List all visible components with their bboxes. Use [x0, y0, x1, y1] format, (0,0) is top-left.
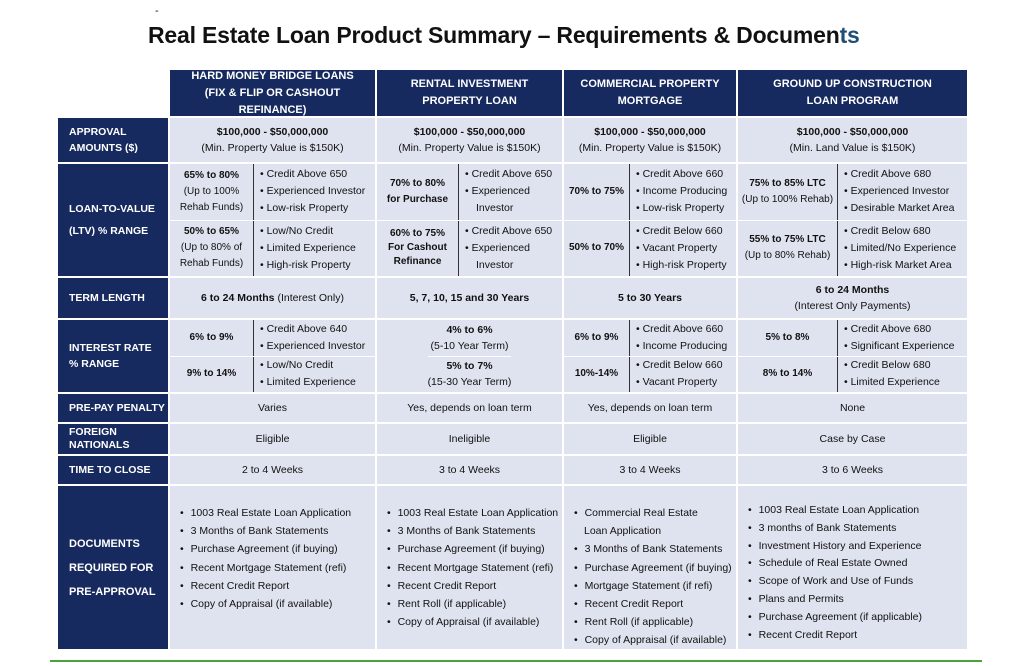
approval-construction: $100,000 - $50,000,000 (Min. Land Value is $150K) — [737, 117, 968, 163]
header-commercial: COMMERCIAL PROPERTY MORTGAGE — [563, 69, 737, 117]
interest-hard-money: 6% to 9% • Credit Above 640 • Experienced Investor 9% to 14% • Low/No Credit • Limited Experience — [169, 319, 376, 393]
interest-construction: 5% to 8% • Credit Above 680 • Significant Experience 8% to 14% • Credit Below 680 • Limited Experience — [737, 319, 968, 393]
close-construction: 3 to 6 Weeks — [737, 455, 968, 485]
title-main: Real Estate Loan Product Summary – Requirements & Documen — [148, 22, 840, 48]
prepay-hard-money: Varies — [169, 393, 376, 423]
doc-item: • Recent Credit Report — [572, 595, 683, 613]
label-documents: DOCUMENTS REQUIRED FOR PRE-APPROVAL — [57, 485, 169, 650]
approval-rental: $100,000 - $50,000,000 (Min. Property Value is $150K) — [376, 117, 563, 163]
label-close: TIME TO CLOSE — [57, 455, 169, 485]
doc-item: • Recent Mortgage Statement (refi) — [178, 559, 346, 577]
ltv-rental-bottom-b3: Investor — [476, 258, 514, 271]
title-tail: ts — [839, 22, 860, 48]
foreign-hard-money: Eligible — [169, 423, 376, 455]
term-construction: 6 to 24 Months (Interest Only Payments) — [737, 277, 968, 319]
term-rental: 5, 7, 10, 15 and 30 Years — [376, 277, 563, 319]
ltv-hard-money: 65% to 80% (Up to 100% Rehab Funds) • Credit Above 650 • Experienced Investor • Low-risk Property 50% to 65% (Up to 80% of Rehab Funds) • Low/No Credit • Limited Experience • High-risk Property — [169, 163, 376, 277]
loan-summary-table — [57, 69, 968, 650]
doc-item: • Copy of Appraisal (if available) — [178, 595, 332, 613]
ltv-commercial: 70% to 75% • Credit Above 660 • Income Producing • Low-risk Property 50% to 70% • Credit Below 660 • Vacant Property • High-risk Property — [563, 163, 737, 277]
doc-item: • Copy of Appraisal (if available) — [572, 631, 726, 649]
prepay-rental: Yes, depends on loan term — [376, 393, 563, 423]
doc-item: • Scope of Work and Use of Funds — [746, 573, 913, 591]
doc-item: • Purchase Agreement (if buying) — [572, 559, 732, 577]
doc-item: • 1003 Real Estate Loan Application — [385, 504, 558, 522]
prepay-commercial: Yes, depends on loan term — [563, 393, 737, 423]
doc-item: • Investment History and Experience — [746, 538, 921, 556]
docs-construction — [737, 485, 968, 650]
doc-item: • 1003 Real Estate Loan Application — [178, 504, 351, 522]
doc-item: • Rent Roll (if applicable) — [572, 613, 693, 631]
doc-item: • Commercial Real Estate — [572, 504, 698, 522]
label-term: TERM LENGTH — [57, 277, 169, 319]
foreign-construction: Case by Case — [737, 423, 968, 455]
interest-rental: 4% to 6% (5-10 Year Term) 5% to 7% (15-30 Year Term) — [376, 319, 563, 393]
doc-item: • Rent Roll (if applicable) — [385, 595, 506, 613]
doc-item: • Copy of Appraisal (if available) — [385, 613, 539, 631]
term-commercial: 5 to 30 Years — [563, 277, 737, 319]
doc-item: • 3 months of Bank Statements — [746, 520, 896, 538]
header-rental: RENTAL INVESTMENT PROPERTY LOAN — [376, 69, 563, 117]
term-hard-money: 6 to 24 Months (Interest Only) — [169, 277, 376, 319]
ltv-rental: 70% to 80% for Purchase • Credit Above 650 • Experienced Investor 60% to 75% For Cashout Refinance • Credit Above 650 • Experienced Investor — [376, 163, 563, 277]
foreign-rental: Ineligible — [376, 423, 563, 455]
doc-item: • Recent Credit Report — [178, 577, 289, 595]
label-foreign: FOREIGN NATIONALS — [57, 423, 169, 455]
label-approval: APPROVAL AMOUNTS ($) — [57, 117, 169, 163]
ltv-rental-top-b3: Investor — [476, 202, 514, 215]
approval-hard-money: $100,000 - $50,000,000 (Min. Property Value is $150K) — [169, 117, 376, 163]
doc-item: • Schedule of Real Estate Owned — [746, 555, 907, 573]
approval-commercial: $100,000 - $50,000,000 (Min. Property Value is $150K) — [563, 117, 737, 163]
doc-item: • Recent Mortgage Statement (refi) — [385, 559, 553, 577]
doc-item: • Recent Credit Report — [746, 627, 857, 645]
close-hard-money: 2 to 4 Weeks — [169, 455, 376, 485]
label-ltv: LOAN-TO-VALUE (LTV) % RANGE — [57, 163, 169, 277]
doc-item: • Mortgage Statement (if refi) — [572, 577, 712, 595]
close-rental: 3 to 4 Weeks — [376, 455, 563, 485]
doc-item: • Purchase Agreement (if buying) — [385, 540, 545, 558]
doc-item: • 1003 Real Estate Loan Application — [746, 502, 919, 520]
docs-commercial — [563, 485, 737, 650]
page-title — [148, 22, 860, 49]
stray-dash: - — [155, 5, 159, 17]
prepay-construction: None — [737, 393, 968, 423]
header-corner — [57, 69, 169, 117]
header-hard-money: HARD MONEY BRIDGE LOANS (FIX & FLIP OR CASHOUT REFINANCE) — [169, 69, 376, 117]
label-interest: INTEREST RATE % RANGE — [57, 319, 169, 393]
foreign-commercial: Eligible — [563, 423, 737, 455]
doc-item: • Recent Credit Report — [385, 577, 496, 595]
doc-item-continued: Loan Application — [584, 525, 662, 538]
header-construction: GROUND UP CONSTRUCTION LOAN PROGRAM — [737, 69, 968, 117]
doc-item: • Purchase Agreement (if buying) — [178, 540, 338, 558]
doc-item: • Purchase Agreement (if applicable) — [746, 609, 922, 627]
footer-rule — [50, 660, 982, 662]
ltv-construction: 75% to 85% LTC (Up to 100% Rehab) • Credit Above 680 • Experienced Investor • Desirable Market Area 55% to 75% LTC (Up to 80% Rehab) • Credit Below 680 • Limited/No Experience • High-risk Market Area — [737, 163, 968, 277]
docs-hard-money — [169, 485, 376, 650]
doc-item: • 3 Months of Bank Statements — [572, 540, 722, 558]
close-commercial: 3 to 4 Weeks — [563, 455, 737, 485]
docs-rental — [376, 485, 563, 650]
doc-item: • Plans and Permits — [746, 591, 844, 609]
doc-item: • 3 Months of Bank Statements — [385, 522, 535, 540]
doc-item: • 3 Months of Bank Statements — [178, 522, 328, 540]
interest-commercial: 6% to 9% • Credit Above 660 • Income Producing 10%-14% • Credit Below 660 • Vacant Property — [563, 319, 737, 393]
label-prepay: PRE-PAY PENALTY — [57, 393, 169, 423]
